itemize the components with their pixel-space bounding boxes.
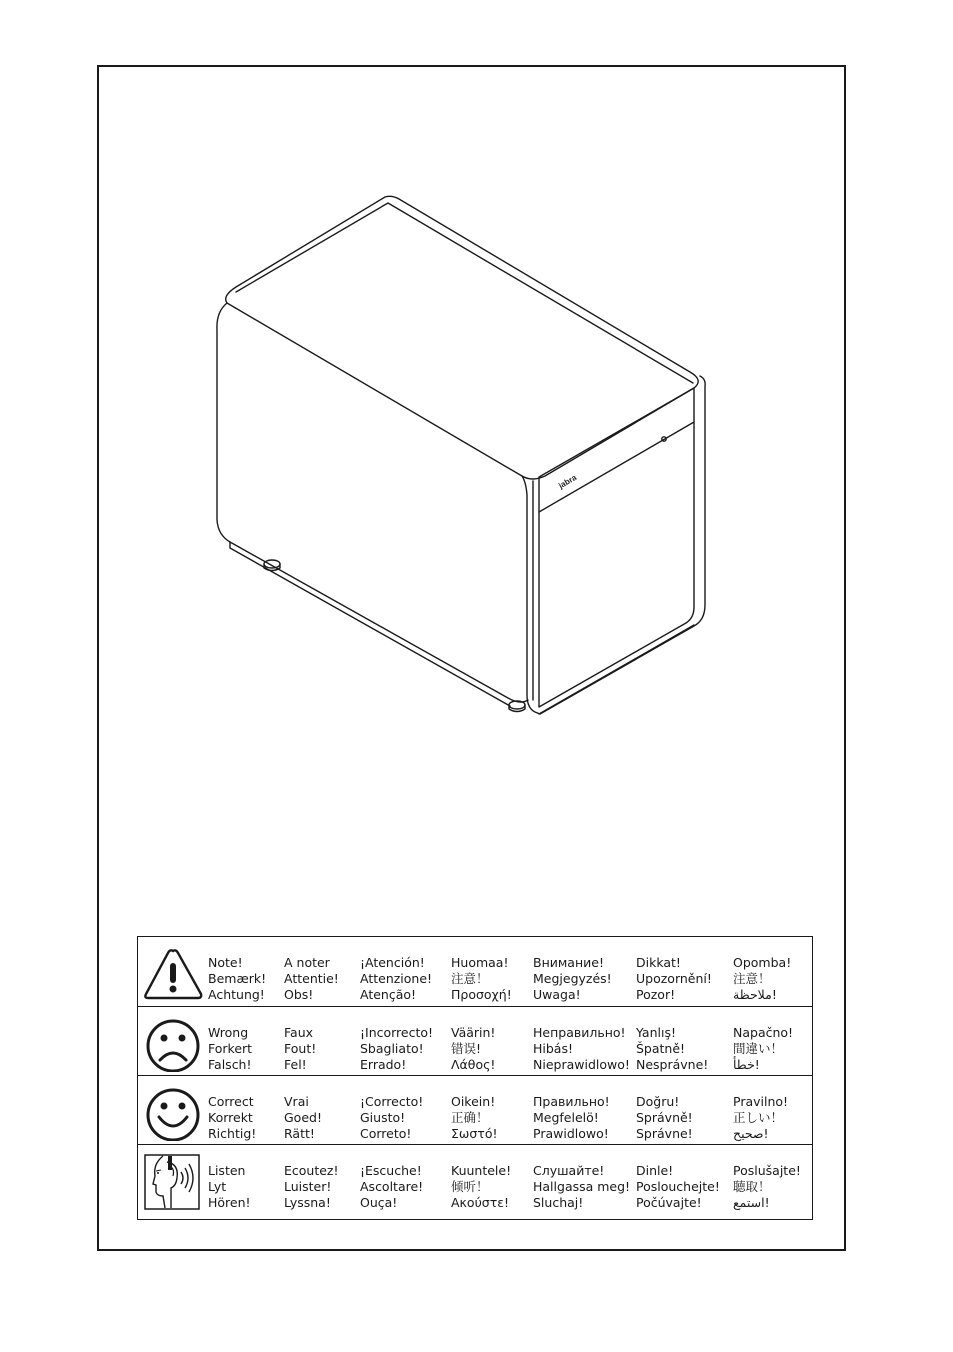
legend-column (533, 1163, 630, 1211)
legend-word: Lyssna! (284, 1195, 331, 1210)
legend-word: 間違い！ (733, 1041, 784, 1056)
legend-column (208, 1163, 251, 1211)
legend-word: Megjegyzés! (533, 971, 612, 986)
legend-word: Achtung! (208, 987, 265, 1002)
legend-word: Ακούστε! (451, 1195, 510, 1210)
legend-word: صحيح! (733, 1126, 769, 1141)
sad-face-icon (143, 1016, 203, 1072)
legend-word: Správně! (636, 1110, 693, 1125)
legend-word: Προσοχή! (451, 987, 512, 1002)
legend-word: ¡Correcto! (360, 1094, 424, 1109)
safety-legend (137, 936, 813, 1220)
legend-word: Falsch! (208, 1057, 252, 1072)
listen-ear-icon (143, 1154, 203, 1210)
legend-word: Nesprávne! (636, 1057, 709, 1072)
legend-column (733, 1163, 801, 1211)
device-front-face (522, 376, 705, 714)
legend-word: Fout! (284, 1041, 317, 1056)
legend-word: 聴取！ (733, 1179, 771, 1194)
legend-word: Prawidlowo! (533, 1126, 609, 1141)
legend-row-note (138, 937, 812, 1006)
legend-word: Správne! (636, 1126, 693, 1141)
legend-word: Napačno! (733, 1025, 794, 1040)
legend-word: Forkert (208, 1041, 253, 1056)
legend-word: Correto! (360, 1126, 412, 1141)
legend-word: Oikein! (451, 1094, 496, 1109)
legend-word: Attentie! (284, 971, 339, 986)
legend-column (636, 1094, 693, 1142)
legend-word: Nieprawidlowo! (533, 1057, 630, 1072)
brand-logo: jabra (557, 472, 579, 491)
legend-column (360, 1094, 423, 1142)
legend-word: Poslušajte! (733, 1163, 801, 1178)
legend-word: Λάθος! (451, 1057, 496, 1072)
happy-face-icon (143, 1085, 203, 1141)
legend-word: Vrai (284, 1094, 309, 1109)
legend-column (533, 1025, 630, 1073)
legend-word: Rätt! (284, 1126, 315, 1141)
legend-column (533, 955, 612, 1003)
legend-column (451, 1094, 497, 1142)
legend-word: Pozor! (636, 987, 676, 1002)
legend-word: Huomaa! (451, 955, 509, 970)
legend-word: Ascoltare! (360, 1179, 424, 1194)
legend-column (451, 1163, 511, 1211)
legend-word: Faux (284, 1025, 314, 1040)
legend-word: Слушайте! (533, 1163, 605, 1178)
legend-word: 正しい！ (733, 1110, 784, 1125)
legend-word: Hallgassa meg! (533, 1179, 631, 1194)
legend-word: 注意！ (451, 971, 489, 986)
device-top-face (226, 196, 698, 479)
legend-word: 注意！ (733, 971, 771, 986)
legend-column (451, 1025, 495, 1073)
legend-column (284, 955, 339, 1003)
legend-word: Sbagliato! (360, 1041, 424, 1056)
device-left-face (217, 303, 528, 702)
legend-column (284, 1025, 316, 1073)
legend-word: Dinle! (636, 1163, 674, 1178)
legend-word: 错误! (451, 1041, 482, 1056)
legend-column (208, 1094, 256, 1142)
warning-triangle-icon (143, 946, 203, 1002)
legend-word: Goed! (284, 1110, 322, 1125)
legend-column (733, 1094, 788, 1142)
legend-row-correct (138, 1075, 812, 1145)
legend-word: Pravilno! (733, 1094, 789, 1109)
legend-column (636, 1025, 708, 1073)
legend-word: Uwaga! (533, 987, 581, 1002)
legend-word: Attenzione! (360, 971, 433, 986)
legend-word: ملاحظة! (733, 987, 777, 1002)
legend-word: ¡Incorrecto! (360, 1025, 434, 1040)
legend-word: Ecoutez! (284, 1163, 339, 1178)
legend-word: Atenção! (360, 987, 417, 1002)
legend-word: Sluchaj! (533, 1195, 584, 1210)
legend-word: Bemærk! (208, 971, 267, 986)
legend-word: Hören! (208, 1195, 251, 1210)
legend-column (533, 1094, 610, 1142)
legend-word: ¡Escuche! (360, 1163, 422, 1178)
legend-row-wrong (138, 1006, 812, 1076)
legend-word: Внимание! (533, 955, 604, 970)
legend-column (208, 1025, 252, 1073)
legend-word: Richtig! (208, 1126, 257, 1141)
legend-word: Špatně! (636, 1041, 686, 1056)
legend-word: استمع! (733, 1195, 770, 1210)
legend-word: A noter (284, 955, 330, 970)
legend-word: Неправильно! (533, 1025, 626, 1040)
legend-column (733, 1025, 793, 1073)
legend-word: Luister! (284, 1179, 332, 1194)
legend-word: ¡Atención! (360, 955, 425, 970)
legend-word: Opomba! (733, 955, 792, 970)
legend-word: 倾听！ (451, 1179, 489, 1194)
legend-column (636, 955, 712, 1003)
legend-column (208, 955, 266, 1003)
legend-word: Giusto! (360, 1110, 406, 1125)
legend-word: Kuuntele! (451, 1163, 512, 1178)
legend-word: Hibás! (533, 1041, 573, 1056)
legend-word: 正确！ (451, 1110, 489, 1125)
legend-row-listen (138, 1144, 812, 1214)
legend-column (360, 1025, 433, 1073)
legend-word: Väärin! (451, 1025, 496, 1040)
legend-word: Lyt (208, 1179, 227, 1194)
legend-word: Upozornění! (636, 971, 712, 986)
legend-word: Errado! (360, 1057, 407, 1072)
legend-column (284, 1163, 339, 1211)
legend-column (636, 1163, 720, 1211)
legend-word: Правильно! (533, 1094, 610, 1109)
legend-column (360, 955, 432, 1003)
legend-word: Listen (208, 1163, 246, 1178)
wheel-front-left (264, 560, 280, 568)
legend-word: Wrong (208, 1025, 249, 1040)
legend-column (360, 1163, 423, 1211)
legend-word: Note! (208, 955, 243, 970)
legend-word: Σωστό! (451, 1126, 498, 1141)
legend-word: Obs! (284, 987, 314, 1002)
legend-word: Počúvajte! (636, 1195, 702, 1210)
legend-word: Dikkat! (636, 955, 681, 970)
legend-word: Poslouchejte! (636, 1179, 720, 1194)
legend-word: Megfelelö! (533, 1110, 599, 1125)
legend-word: Doğru! (636, 1094, 680, 1109)
legend-word: Yanlış! (636, 1025, 676, 1040)
legend-word: Korrekt (208, 1110, 253, 1125)
legend-word: Fel! (284, 1057, 307, 1072)
legend-column (284, 1094, 322, 1142)
legend-column (451, 955, 512, 1003)
legend-word: خطأ! (733, 1057, 760, 1072)
legend-word: Correct (208, 1094, 254, 1109)
legend-column (733, 955, 791, 1003)
legend-word: Ouça! (360, 1195, 398, 1210)
